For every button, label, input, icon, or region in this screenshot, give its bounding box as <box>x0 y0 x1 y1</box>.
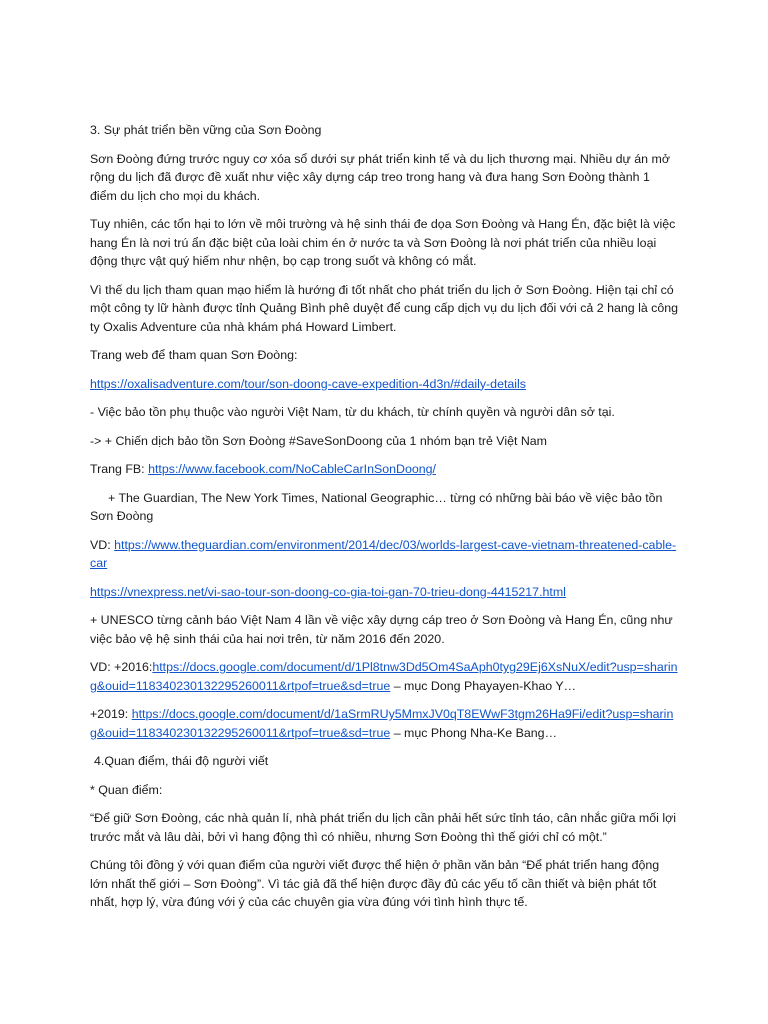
oxalis-link[interactable]: https://oxalisadventure.com/tour/son-doong-cave-expedition-4d3n/#daily-details <box>90 376 526 391</box>
paragraph-adventure-tourism: Vì thế du lịch tham quan mạo hiểm là hướng đi tốt nhất cho phát triển du lịch ở Sơn Đoòng. Hiện tại chỉ có một công ty lữ hành được tỉnh Quảng Bình phê duyệt để cung cấp dịch vụ du lịch đối với cả 2 hang là công ty Oxalis Adventure của nhà khám phá Howard Limbert. <box>90 282 679 334</box>
paragraph-unesco: + UNESCO từng cảnh báo Việt Nam 4 lần về việc xây dựng cáp treo ở Sơn Đoòng và Hang Én, cũng như việc bảo vệ hệ sinh thái của hai nơi trên, từ năm 2016 đến 2020. <box>90 613 673 646</box>
vnexpress-link[interactable]: https://vnexpress.net/vi-sao-tour-son-doong-co-gia-toi-gan-70-trieu-dong-4415217.html <box>90 584 566 599</box>
guardian-paragraph <box>90 536 680 573</box>
example-2016-label: VD: +2016: <box>90 660 153 674</box>
paragraph-damage: Tuy nhiên, các tổn hại to lớn về môi trường và hệ sinh thái đe dọa Sơn Đoòng và Hang Én, đặc biệt là việc hang Én là nơi trú ẩn đặc biệt của loài chim én ở nước ta và Sơn Đoòng là nơi phát triển của nhiều loại động thực vật quý hiếm như nhện, bọ cạp trong suốt và không có mắt. <box>90 217 676 268</box>
paragraph-campaign: -> + Chiến dịch bảo tồn Sơn Đoòng #SaveSonDoong của 1 nhóm bạn trẻ Việt Nam <box>90 433 548 448</box>
doc-2016-paragraph <box>90 658 680 695</box>
facebook-paragraph <box>90 460 680 479</box>
section-heading-4: 4.Quan điểm, thái độ người viết <box>94 754 269 768</box>
viewpoint-label: * Quan điểm: <box>90 782 163 797</box>
paragraph-threat: Sơn Đoòng đứng trước nguy cơ xóa sổ dưới sự phát triển kinh tế và du lịch thương mại. Nhiều dự án mở rộng du lịch đã được đề xuất như việc xây dựng cáp treo trong hang và đưa hang Sơn Đoòng thành 1 điểm du lịch cho mọi du khách. <box>90 151 670 203</box>
facebook-link[interactable]: https://www.facebook.com/NoCableCarInSonDoong/ <box>148 462 436 476</box>
doc-2019-link[interactable]: https://docs.google.com/document/d/1aSrmRUy5MmxJV0qT8EWwF3tgm26Ha9Fi/edit?usp=sharing&ouid=118340230132295260011&rtpof=true&sd=true <box>90 707 674 740</box>
document-page <box>90 121 680 922</box>
doc-2016-link[interactable]: https://docs.google.com/document/d/1Pl8tnw3Dd5Om4SaAph0tyg29Ej6XsNuX/edit?usp=sharing&ouid=118340230132295260011&rtpof=true&sd=true <box>90 660 678 693</box>
doc-2019-suffix: – mục Phong Nha-Ke Bang… <box>390 725 557 740</box>
example-label: VD: <box>90 537 115 552</box>
oxalis-link-paragraph <box>90 375 680 394</box>
paragraph-agreement: Chúng tôi đồng ý với quan điểm của người viết được thể hiện ở phần văn bản “Để phát triển hang động lớn nhất thế giới – Sơn Đoòng”. Vì tác giả đã thể hiện được đầy đủ các yếu tố cần thiết và biện phát tốt nhất, hợp lý, vừa đúng với ý của các chuyên gia vừa đúng với tình hình thực tế. <box>90 858 660 909</box>
paragraph-protection: - Việc bảo tồn phụ thuộc vào người Việt Nam, từ du khách, từ chính quyền và người dân sở tại. <box>90 405 615 419</box>
doc-2019-paragraph <box>90 705 680 742</box>
section-heading-3: 3. Sự phát triển bền vững của Sơn Đoòng <box>90 123 322 137</box>
paragraph-press: + The Guardian, The New York Times, National Geographic… từng có những bài báo về việc bảo tồn Sơn Đoòng <box>90 490 663 523</box>
website-label: Trang web để tham quan Sơn Đoòng: <box>90 348 298 362</box>
label-2019: +2019: <box>90 707 132 721</box>
vnexpress-paragraph <box>90 583 680 602</box>
quote-paragraph: “Để giữ Sơn Đoòng, các nhà quản lí, nhà phát triển du lịch cần phải hết sức tỉnh táo, cân nhắc giữa mối lợi trước mắt và lâu dài, bởi vì hang động thì có nhiều, nhưng Sơn Đoòng thì thế giới chỉ có một.” <box>90 811 676 844</box>
facebook-label: Trang FB: <box>90 462 149 476</box>
guardian-link[interactable]: https://www.theguardian.com/environment/2014/dec/03/worlds-largest-cave-vietnam-threatened-cable-car <box>90 537 677 570</box>
doc-2016-suffix: – mục Dong Phayayen-Khao Y… <box>390 678 577 693</box>
